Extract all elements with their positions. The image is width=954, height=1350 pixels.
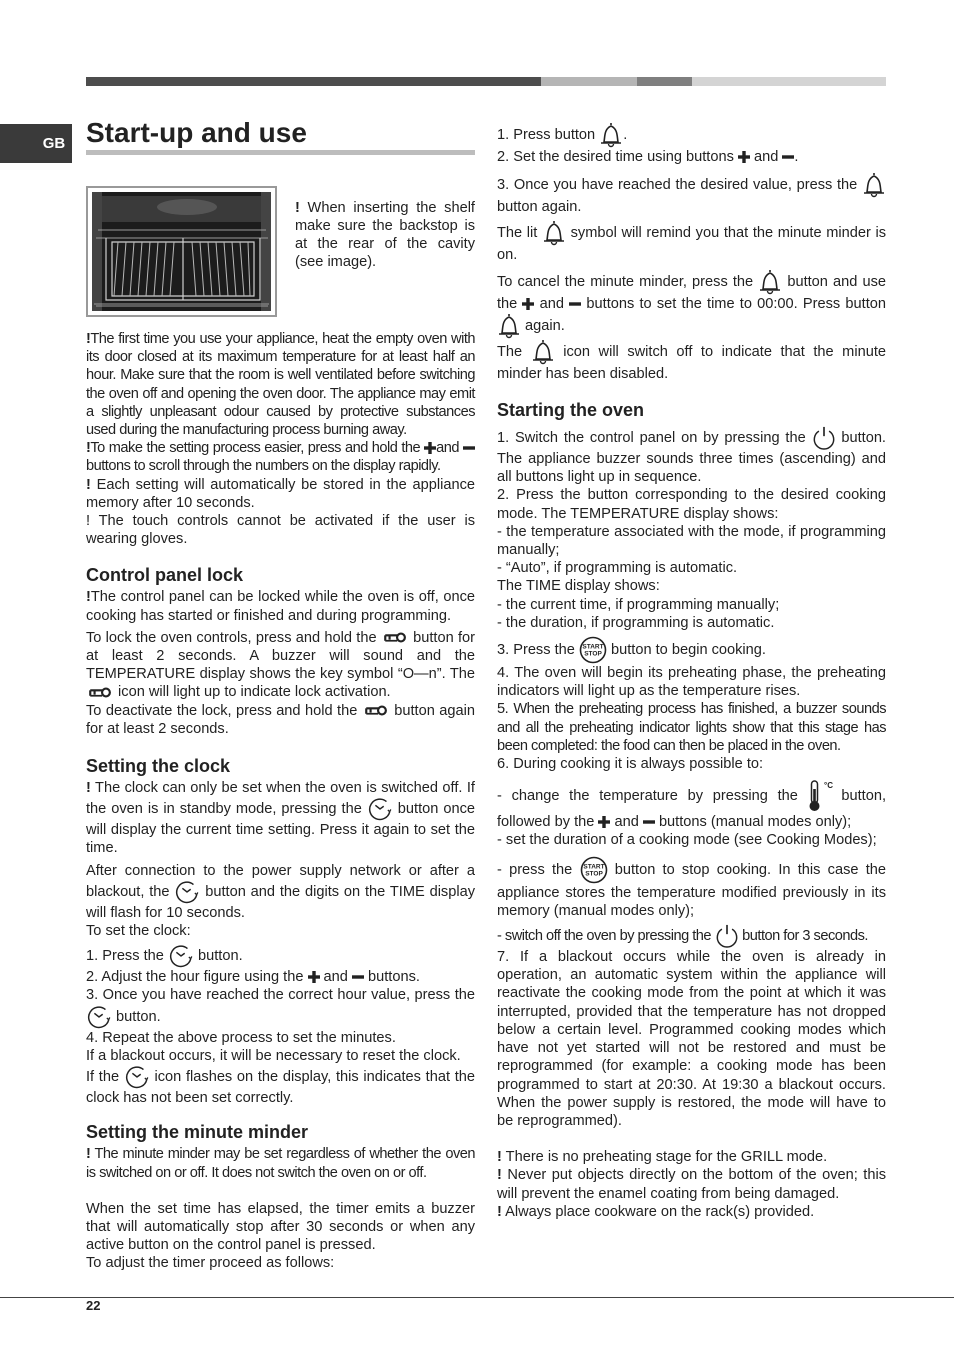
control-panel-lock-heading: Control panel lock [86, 565, 244, 586]
page-title: Start-up and use [86, 116, 475, 155]
minder-paragraph-5: To cancel the minute minder, press the button and use the and buttons to set the time to 00:00. Press button again. [497, 269, 886, 339]
plus-icon [308, 971, 320, 983]
minus-icon [643, 816, 655, 828]
start-step-2-item-5: - the duration, if programming is automatic. [497, 614, 775, 631]
intro-paragraph-2: !To make the setting process easier, press and hold the and buttons to scroll through the numbers on the display rapidly. [86, 439, 475, 475]
bar-segment-dark [86, 77, 541, 86]
minder-paragraph-1: ! The minute minder may be set regardless of whether the oven is switched on or off. It does not switch the oven on or off. [86, 1146, 475, 1181]
celsius-label: °C [823, 781, 833, 791]
stop-label: STOP [584, 650, 602, 658]
clock-icon [124, 1065, 150, 1089]
plus-icon [424, 442, 436, 454]
thermometer-icon [808, 779, 832, 813]
setting-clock-heading: Setting the clock [86, 756, 231, 777]
start-step-2-item-3: The TIME display shows: [497, 578, 660, 595]
clock-paragraph-1: ! The clock can only be set when the oven is switched off. If the oven is in standby mode, pressing the button once will display the current time setting. Press it again to set the time. [86, 780, 475, 857]
start-step-1: 1. Switch the control panel on by pressing the button. The appliance buzzer sounds three times (ascending) and all buttons light up in sequence. [497, 426, 886, 486]
lock-paragraph-2: To lock the oven controls, press and hold the button for at least 2 seconds. A buzzer will sound and the TEMPERATURE display shows the key symbol “O—n”. The icon will light up to indicate lock activation. [86, 629, 475, 701]
right-column [497, 122, 886, 1221]
start-stop-icon [579, 636, 607, 664]
start-step-2-item-4: - the current time, if programming manually; [497, 596, 780, 613]
minus-icon [352, 971, 364, 983]
start-label: START [582, 863, 605, 871]
start-step-3: 3. Press the START STOP button to begin cooking. [497, 636, 886, 664]
minder-step-3: 3. Once you have reached the desired value, press the button again. [497, 172, 886, 216]
left-column [86, 330, 475, 1273]
minder-paragraph-3: To adjust the timer proceed as follows: [86, 1255, 335, 1272]
clock-step-2: 2. Adjust the hour figure using the and buttons. [86, 969, 420, 986]
stop-label: STOP [584, 870, 603, 878]
key-lock-icon [86, 686, 114, 699]
start-step-6-item-3: - press the START STOP button to stop cooking. In this case the appliance stores the temperature modified previously in its memory (manual modes only); [497, 856, 886, 920]
minus-icon [569, 298, 581, 310]
clock-paragraph-4: If a blackout occurs, it will be necessary to reset the clock. [86, 1047, 461, 1064]
start-step-6-item-1: - change the temperature by pressing the °C button, followed by the and buttons (manual modes only); [497, 781, 886, 831]
start-step-2: 2. Press the button corresponding to the desired cooking mode. The TEMPERATURE display shows: [497, 487, 886, 522]
page-number: 22 [86, 1298, 101, 1313]
oven-shelf-image [86, 186, 277, 317]
start-step-5: 5. When the preheating process has finished, a buzzer sounds and all the preheating indicator lights show that this stage has been completed: the food can then be placed in the oven. [497, 701, 886, 754]
clock-paragraph-3: To set the clock: [86, 923, 191, 940]
bar-segment-mid2 [637, 77, 692, 86]
start-label: START [582, 643, 604, 651]
minder-paragraph-4: The lit symbol will remind you that the minute minder is on. [497, 220, 886, 264]
clock-step-1: 1. Press the button. [86, 944, 475, 968]
footer-divider [0, 1297, 954, 1298]
bell-icon [497, 313, 521, 339]
clock-paragraph-2: After connection to the power supply network or after a blackout, the button and the digits on the TIME display will flash for 10 seconds. [86, 862, 476, 921]
clock-icon [367, 797, 393, 821]
bar-segment-mid [541, 77, 637, 86]
plus-icon [522, 298, 534, 310]
minder-paragraph-2: When the set time has elapsed, the timer emits a buzzer that will automatically stop after 30 seconds or when any active button on the control panel is pressed. [86, 1200, 475, 1254]
bar-segment-light [692, 77, 886, 86]
minus-icon [782, 151, 794, 163]
start-step-4: 4. The oven will begin its preheating phase, the preheating indicators will light up as the temperature rises. [497, 665, 886, 700]
bell-icon [531, 339, 555, 365]
start-stop-icon [580, 856, 608, 884]
top-decorative-bar [86, 77, 886, 86]
language-tab: GB [0, 124, 72, 163]
clock-step-3: 3. Once you have reached the correct hour value, press the button. [86, 986, 475, 1028]
clock-step-4: 4. Repeat the above process to set the minutes. [86, 1029, 396, 1046]
minder-step-2: 2. Set the desired time using buttons and . [497, 149, 799, 165]
start-step-6-item-2: - set the duration of a cooking mode (see Cooking Modes); [497, 832, 877, 849]
power-icon [715, 924, 739, 948]
note-bottom: ! Never put objects directly on the bottom of the oven; this will prevent the enamel coating from being damaged. [497, 1167, 886, 1202]
start-step-6: 6. During cooking it is always possible to: [497, 756, 764, 773]
start-step-2-item-1: - the temperature associated with the mode, if programming manually; [497, 523, 886, 559]
lock-paragraph-3: To deactivate the lock, press and hold the button again for at least 2 seconds. [86, 702, 475, 737]
shelf-note: ! When inserting the shelf make sure the backstop is at the rear of the cavity (see image). [295, 199, 475, 271]
bell-icon [862, 172, 886, 198]
clock-icon [168, 944, 194, 968]
start-step-6-item-4: - switch off the oven by pressing the button for 3 seconds. [497, 924, 886, 948]
key-lock-icon [381, 631, 409, 644]
bell-icon [758, 269, 782, 295]
note-grill: ! There is no preheating stage for the GRILL mode. [497, 1149, 828, 1166]
intro-paragraph-3: ! Each setting will automatically be stored in the appliance memory after 10 seconds. [86, 476, 475, 511]
start-step-7: 7. If a blackout occurs while the oven is already in operation, an automatic system within the appliance will reactivate the cooking mode from the point at which it was interrupted, provided that the temperature has not dropped below a certain level. Programmed cooking modes which have not yet started will not be restored and must be reprogrammed (for example: a cooking mode has been programmed to start at 20:30. At 19:30 a blackout occurs. When the power supply is restored, the mode will have to be reprogrammed). [497, 949, 886, 1129]
key-lock-icon [362, 704, 390, 717]
minute-minder-heading: Setting the minute minder [86, 1122, 309, 1143]
start-step-2-item-2: - “Auto”, if programming is automatic. [497, 560, 738, 577]
plus-icon [738, 151, 750, 163]
plus-icon [598, 816, 610, 828]
lock-paragraph-1: !The control panel can be locked while the oven is off, once cooking has started or finished and during programming. [86, 589, 475, 624]
bell-icon [599, 122, 623, 148]
note-cookware: ! Always place cookware on the rack(s) provided. [497, 1203, 815, 1220]
starting-oven-heading: Starting the oven [497, 400, 645, 421]
intro-paragraph-1: !The first time you use your appliance, heat the empty oven with its door closed at its maximum temperature for at least half an hour. Make sure that the room is well ventilated before switching the oven off and opening the oven door. The appliance may emit a slightly unpleasant odour caused by protective substances used during the manufacturing process burning away. [86, 331, 475, 439]
clock-icon [174, 880, 200, 904]
power-icon [812, 426, 836, 450]
intro-paragraph-4: ! The touch controls cannot be activated if the user is wearing gloves. [86, 513, 475, 548]
minus-icon [463, 442, 475, 454]
clock-paragraph-5: If the icon flashes on the display, this indicates that the clock has not been set correctly. [86, 1065, 475, 1107]
minder-step-1: 1. Press button . [497, 122, 886, 148]
minder-paragraph-6: The icon will switch off to indicate that the minute minder has been disabled. [497, 339, 886, 383]
clock-icon [86, 1005, 112, 1029]
bell-icon [542, 220, 566, 246]
